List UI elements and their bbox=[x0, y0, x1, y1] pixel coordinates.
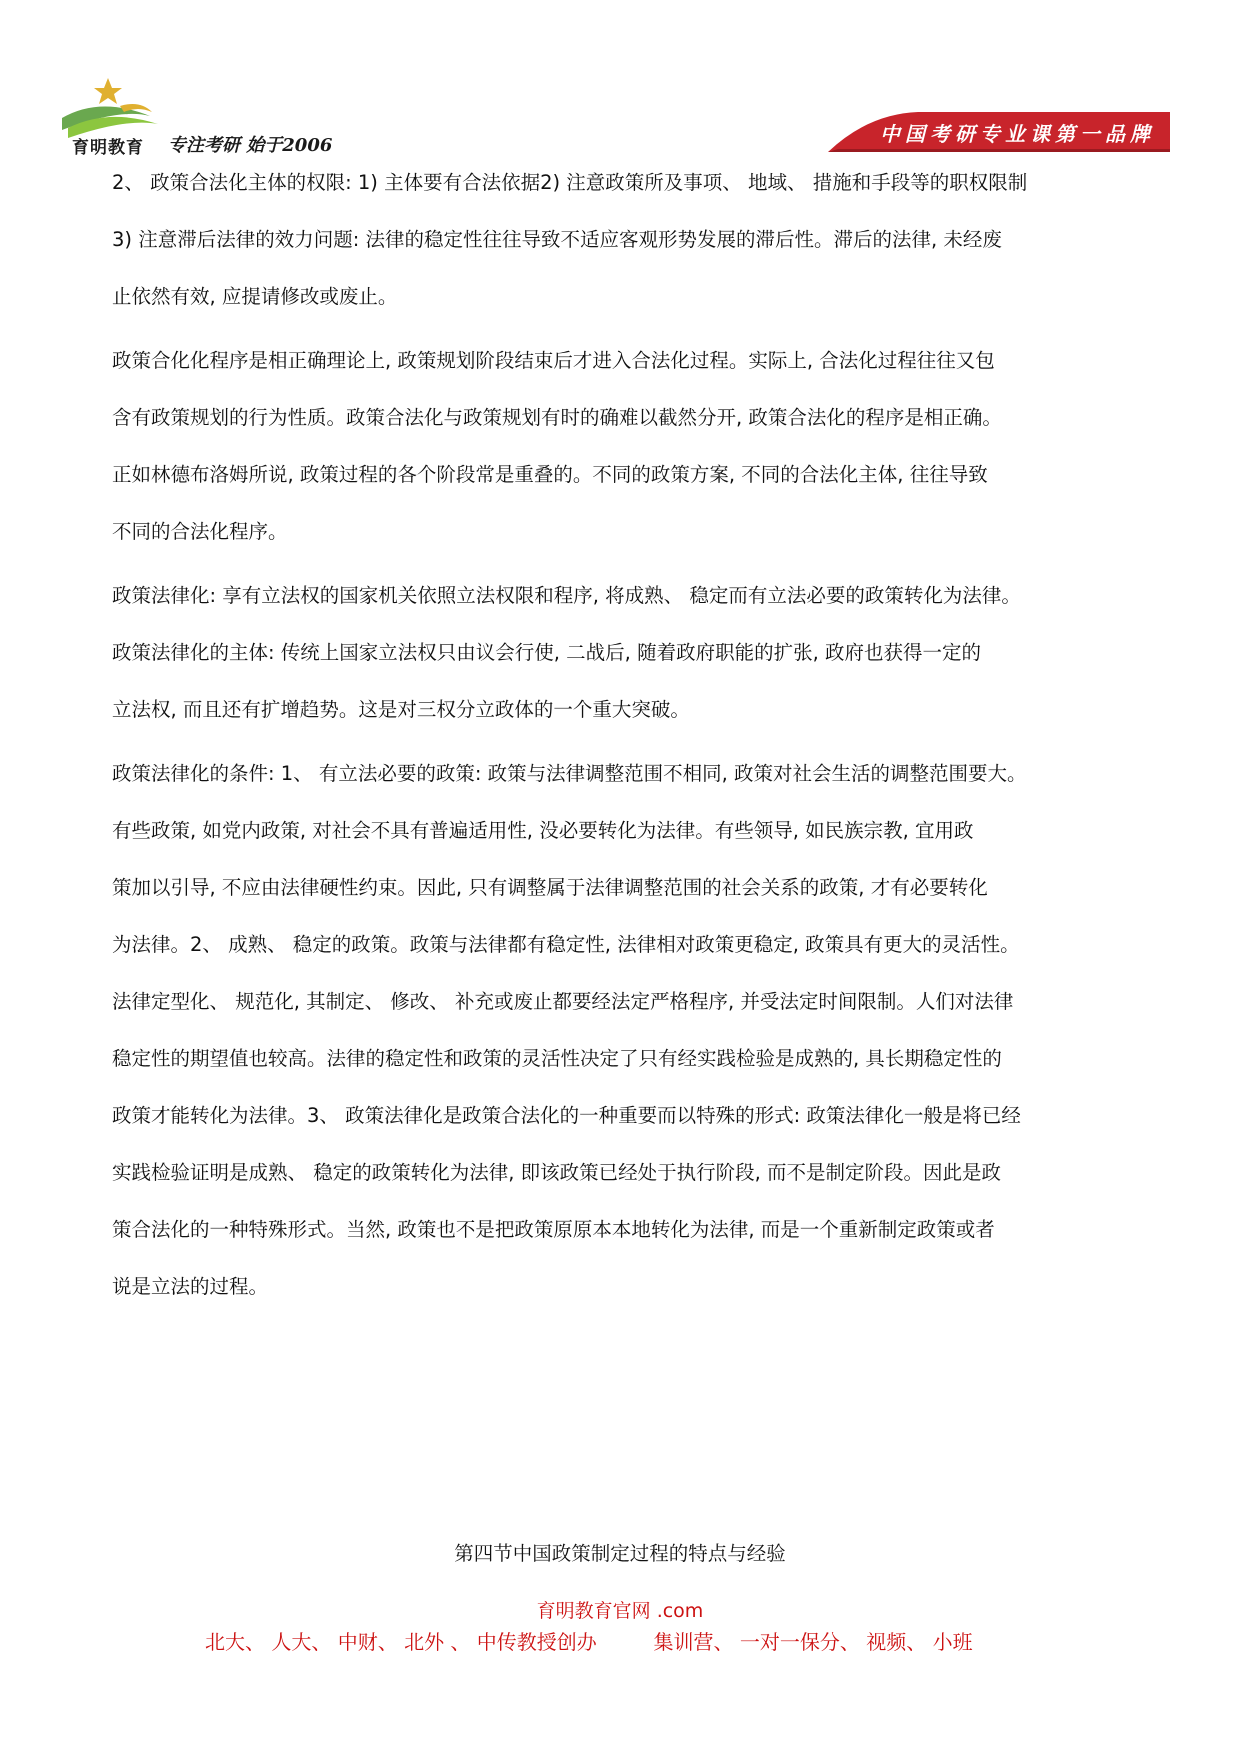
text-line: 3) 注意滞后法律的效力问题: 法律的稳定性往往导致不适应客观形势发展的滞后性。滞后的法律, 未经废 bbox=[112, 228, 1002, 251]
text-line: 稳定性的期望值也较高。法律的稳定性和政策的灵活性决定了只有经实践检验是成熟的, 具长期稳定性的 bbox=[112, 1047, 1002, 1070]
text-line: 正如林德布洛姆所说, 政策过程的各个阶段常是重叠的。不同的政策方案, 不同的合法化主体, 往往导致 bbox=[112, 463, 988, 486]
text-line: 实践检验证明是成熟、 稳定的政策转化为法律, 即该政策已经处于执行阶段, 而不是制定阶段。因此是政 bbox=[112, 1161, 1001, 1184]
footer-info bbox=[205, 1626, 973, 1655]
text-line: 策加以引导, 不应由法律硬性约束。因此, 只有调整属于法律调整范围的社会关系的政策, 才有必要转化 bbox=[112, 876, 988, 899]
text-line: 法律定型化、 规范化, 其制定、 修改、 补充或废止都要经法定严格程序, 并受法定时间限制。人们对法律 bbox=[112, 990, 1014, 1013]
text-line: 政策法律化: 享有立法权的国家机关依照立法权限和程序, 将成熟、 稳定而有立法必要的政策转化为法律。 bbox=[112, 584, 1021, 607]
text-line: 含有政策规划的行为性质。政策合法化与政策规划有时的确难以截然分开, 政策合法化的程序是相正确。 bbox=[112, 406, 1002, 429]
page-header bbox=[0, 0, 1240, 160]
text-line: 止依然有效, 应提请修改或废止。 bbox=[112, 285, 398, 308]
text-line: 政策合化化程序是相正确理论上, 政策规划阶段结束后才进入合法化过程。实际上, 合法化过程往往又包 bbox=[112, 349, 995, 372]
banner-slogan: 中国考研专业课第一品牌 bbox=[880, 122, 1155, 146]
text-line: 为法律。2、 成熟、 稳定的政策。政策与法律都有稳定性, 法律相对政策更稳定, 政策具有更大的灵活性。 bbox=[112, 933, 1020, 956]
text-line: 立法权, 而且还有扩增趋势。这是对三权分立政体的一个重大突破。 bbox=[112, 698, 690, 721]
text-line: 不同的合法化程序。 bbox=[112, 520, 288, 543]
text-line: 策合法化的一种特殊形式。当然, 政策也不是把政策原原本本地转化为法律, 而是一个重新制定政策或者 bbox=[112, 1218, 995, 1241]
brand-name: 育明教育 bbox=[72, 138, 144, 158]
text-line: 政策法律化的条件: 1、 有立法必要的政策: 政策与法律调整范围不相同, 政策对社会生活的调整范围要大。 bbox=[112, 762, 1027, 785]
section-title: 第四节中国政策制定过程的特点与经验 bbox=[454, 1542, 786, 1565]
text-line: 政策才能转化为法律。3、 政策法律化是政策合法化的一种重要而以特殊的形式: 政策法律化一般是将已经 bbox=[112, 1104, 1021, 1127]
footer-website-link[interactable]: 育明教育官网 .com bbox=[536, 1600, 704, 1622]
text-line: 有些政策, 如党内政策, 对社会不具有普遍适用性, 没必要转化为法律。有些领导, 如民族宗教, 宜用政 bbox=[112, 819, 974, 842]
footer-services: 集训营、 一对一保分、 视频、 小班 bbox=[653, 1630, 973, 1654]
text-line: 说是立法的过程。 bbox=[112, 1275, 269, 1298]
document-body bbox=[112, 168, 1142, 1329]
text-line: 2、 政策合法化主体的权限: 1) 主体要有合法依据2) 注意政策所及事项、 地域、 措施和手段等的职权限制 bbox=[112, 171, 1028, 194]
brand-slogan: 专注考研 始于2006 bbox=[168, 135, 333, 156]
text-line: 政策法律化的主体: 传统上国家立法权只由议会行使, 二战后, 随着政府职能的扩张, 政府也获得一定的 bbox=[112, 641, 981, 664]
footer-schools: 北大、 人大、 中财、 北外 、 中传教授创办 bbox=[205, 1630, 597, 1654]
